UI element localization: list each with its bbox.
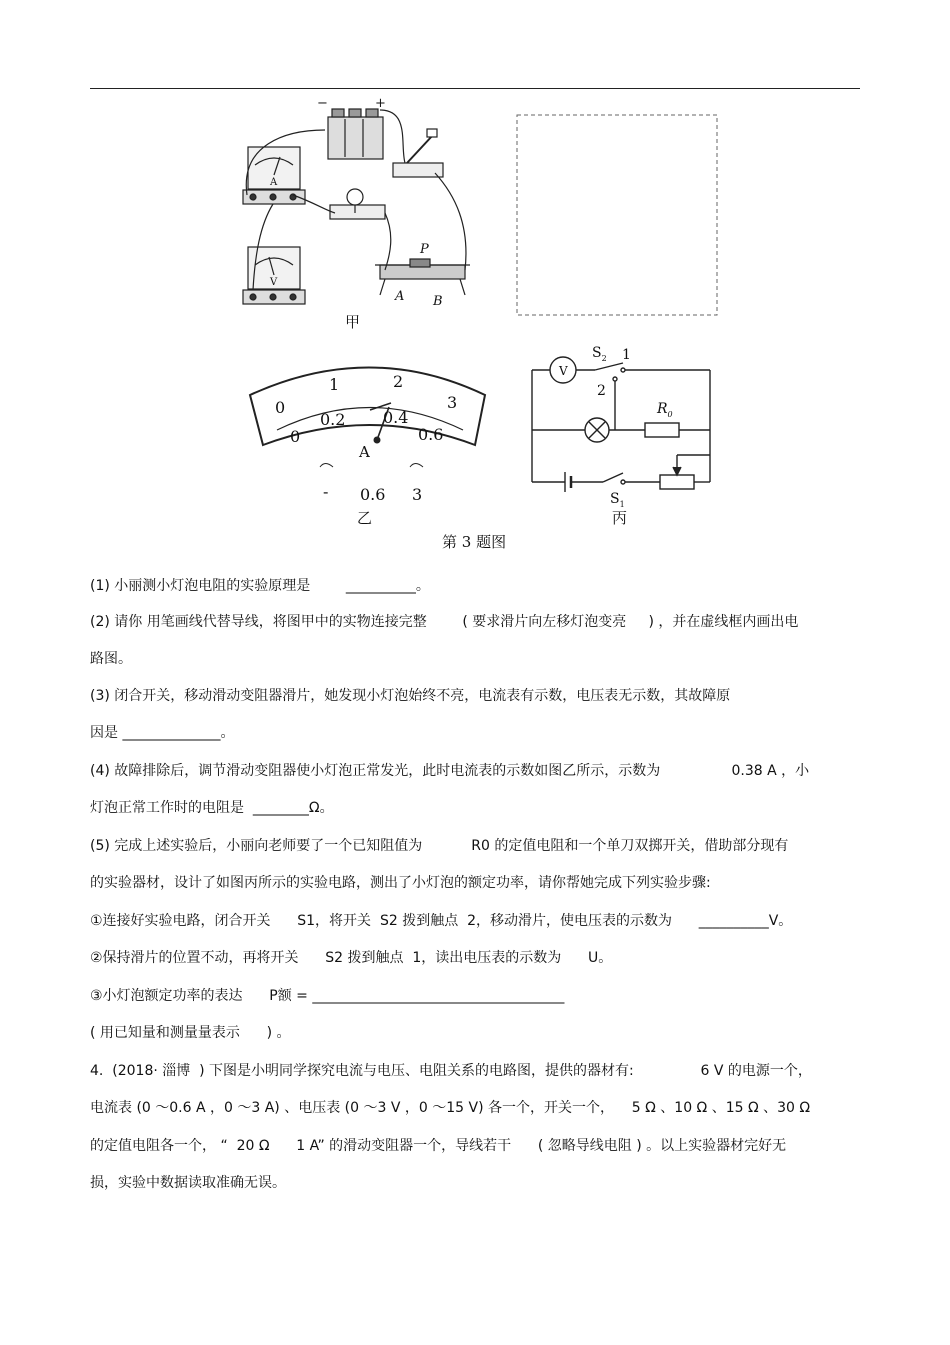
battery-minus-label: − — [317, 96, 328, 111]
dial-top-1: 1 — [329, 375, 340, 394]
dial-top-3: 3 — [447, 393, 458, 412]
slider-p-label: P — [420, 242, 429, 257]
question-4-line-2: 电流表 (0 ～0.6 A ，0 ～3 A) 、电压表 (0 ～3 V ，0 ～15 V) 各一个，开关一个， 5 Ω 、10 Ω 、15 Ω 、30 Ω — [90, 1100, 811, 1116]
apparatus-diagram — [243, 109, 470, 304]
circuit-drawing-box — [517, 115, 717, 315]
figure-label-yi: 乙 — [357, 509, 373, 527]
voltmeter-circle-label: V — [559, 364, 568, 378]
question-3-part-2: (2) 请你 用笔画线代替导线，将图甲中的实物连接完整 ( 要求滑片向左移灯泡变亮 ) ，并在虚线框内画出电 — [90, 614, 799, 630]
figure-caption: 第 3 题图 — [442, 533, 507, 551]
switch-s1-label: $S_1$ — [610, 491, 625, 509]
dial-top-2: 2 — [393, 372, 404, 391]
dial-bottom-0.2: 0.2 — [320, 410, 346, 429]
battery-plus-label: + — [375, 96, 386, 111]
question-3-part-2-cont: 路图。 — [90, 651, 132, 667]
contact-2-label: 2 — [597, 383, 606, 399]
question-3-part-4: (4) 故障排除后，调节滑动变阻器使小灯泡正常发光，此时电流表的示数如图乙所示，示数为 0.38 A ，小 — [90, 763, 810, 779]
question-3-part-3: (3) 闭合开关，移动滑动变阻器滑片，她发现小灯泡始终不亮，电流表有示数，电压表无示数，其故障原 — [90, 688, 731, 704]
figure-label-bing: 丙 — [612, 509, 628, 527]
question-3-part-5-cont: 的实验器材，设计了如图丙所示的实验电路，测出了小灯泡的额定功率，请你帮她完成下列实验步骤: — [90, 875, 711, 891]
dial-unit-letter: A — [359, 443, 370, 461]
terminal-3: 3 — [412, 485, 423, 504]
question-4-line-1: 4. (2018· 淄博 ) 下图是小明同学探究电流与电压、电阻关系的电路图，提供的器材有: 6 V 的电源一个， — [90, 1063, 812, 1079]
terminal-b-label: B — [433, 294, 443, 309]
contact-1-label: 1 — [622, 347, 631, 363]
terminal-a-label: A — [395, 289, 405, 304]
question-3-part-1: (1) 小丽测小灯泡电阻的实验原理是 __________。 — [90, 578, 430, 594]
ammeter-symbol-label: A — [270, 177, 278, 188]
figure-label-jia: 甲 — [345, 313, 361, 331]
question-3-part-4-cont: 灯泡正常工作时的电阻是 ________Ω。 — [90, 800, 334, 816]
question-4-line-3: 的定值电阻各一个， “ 20 Ω 1 A” 的滑动变阻器一个，导线若干 ( 忽略导线电阻 ) 。以上实验器材完好无 — [90, 1138, 787, 1154]
dial-bottom-0: 0 — [290, 427, 301, 446]
header-rule — [90, 88, 860, 89]
resistor-r0-label: $R_0$ — [657, 401, 673, 419]
voltmeter-symbol-label: V — [270, 277, 278, 288]
terminal-minus: - — [323, 482, 329, 501]
step-3: ③小灯泡额定功率的表达 P额 = ____________________________________ — [90, 988, 565, 1004]
terminal-0.6: 0.6 — [360, 485, 386, 504]
step-1: ①连接好实验电路，闭合开关 S1，将开关 S2 拨到触点 2，移动滑片，使电压表的示数为 __________V。 — [90, 913, 793, 929]
experiment-figure — [225, 95, 745, 560]
step-2: ②保持滑片的位置不动，再将开关 S2 拨到触点 1，读出电压表的示数为 U。 — [90, 950, 613, 966]
question-3-part-5: (5) 完成上述实验后，小丽向老师要了一个已知阻值为 R0 的定值电阻和一个单刀双掷开关，借助部分现有 — [90, 838, 789, 854]
dial-bottom-0.4: 0.4 — [383, 408, 409, 427]
question-4-line-4: 损，实验中数据读取准确无误。 — [90, 1175, 286, 1191]
dial-top-0: 0 — [275, 398, 286, 417]
switch-s2-label: $S_2$ — [592, 345, 607, 363]
question-3-part-3-cont: 因是 ______________。 — [90, 725, 235, 741]
dial-bottom-0.6: 0.6 — [418, 425, 444, 444]
step-3-note: ( 用已知量和测量量表示 ) 。 — [90, 1025, 291, 1041]
